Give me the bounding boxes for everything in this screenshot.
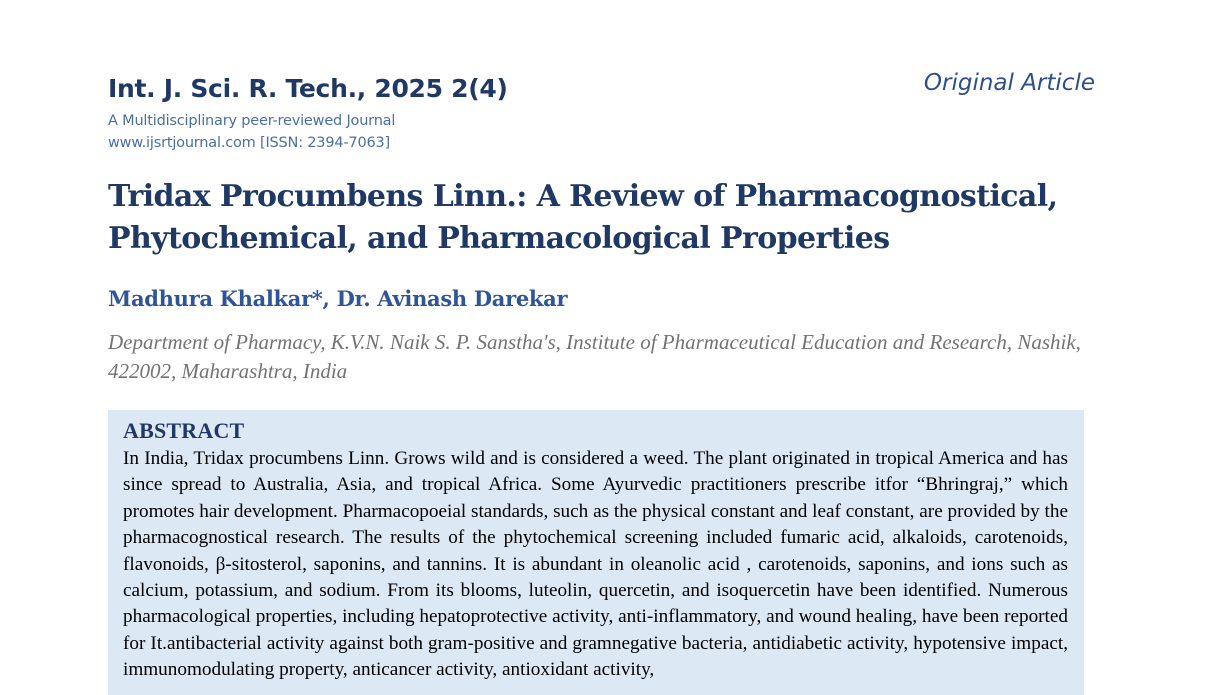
author-list: Madhura Khalkar*, Dr. Avinash Darekar xyxy=(108,286,568,311)
journal-title: Int. J. Sci. R. Tech., 2025 2(4) xyxy=(108,74,508,103)
journal-website[interactable]: www.ijsrtjournal.com [ISSN: 2394-7063] xyxy=(108,135,390,151)
article-type-label: Original Article xyxy=(923,70,1095,96)
paper-title: Tridax Procumbens Linn.: A Review of Pharmacognostical, Phytochemical, and Pharmacological Properties xyxy=(108,179,1058,256)
author-affiliation: Department of Pharmacy, K.V.N. Naik S. P. Sanstha's, Institute of Pharmaceutical Education and Research, Nashik, 422002, Maharashtra, India xyxy=(108,330,1081,383)
abstract-section xyxy=(108,410,1084,695)
abstract-heading: ABSTRACT xyxy=(123,418,245,443)
journal-tagline: A Multidisciplinary peer-reviewed Journal xyxy=(108,113,396,129)
abstract-text: In India, Tridax procumbens Linn. Grows wild and is considered a weed. The plant originated in tropical America and has since spread to Australia, Asia, and tropical Africa. Some Ayurvedic practitioners prescribe itfor “Bhringraj,” which promotes hair development. Pharmacopoeial standards, such as the physical constant and leaf constant, are provided by the pharmacognostical research. The results of the phytochemical screening included fumaric acid, alkaloids, carotenoids, flavonoids, β-sitosterol, saponins, and tannins. It is abundant in oleanolic acid , carotenoids, saponins, and ions such as calcium, potassium, and sodium. From its blooms, luteolin, quercetin, and isoquercetin have been identified. Numerous pharmacological properties, including hepatoprotective activity, anti-inflammatory, and wound healing, have been reported for It.antibacterial activity against both gram-positive and gramnegative bacteria, antidiabetic activity, hypotensive impact, immunomodulating property, anticancer activity, antioxidant activity, xyxy=(123,448,1068,681)
